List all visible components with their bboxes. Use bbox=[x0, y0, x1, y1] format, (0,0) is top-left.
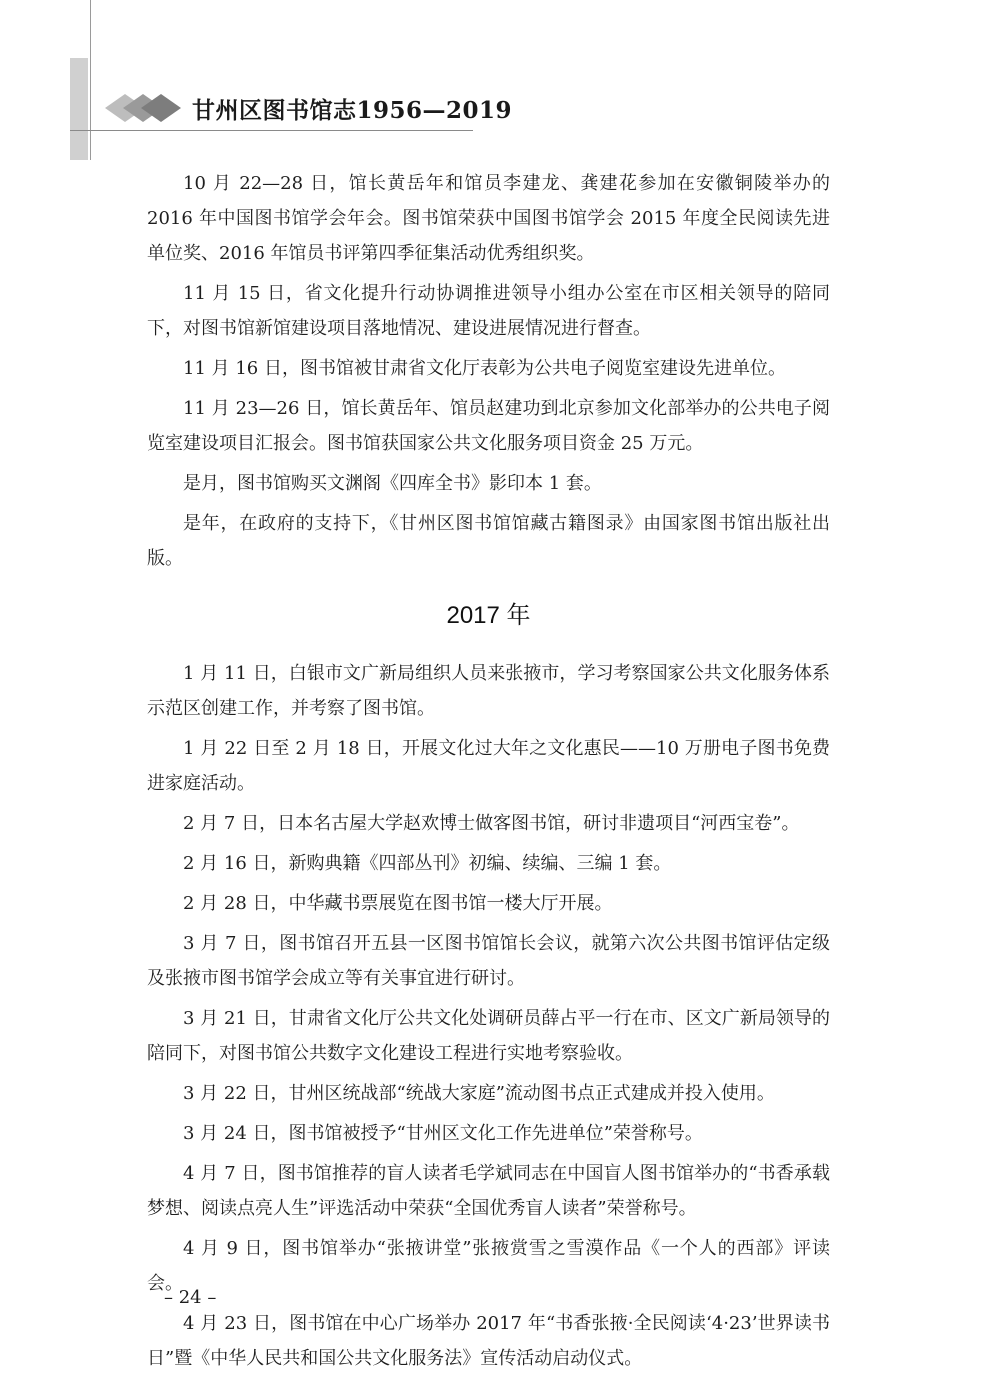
paragraph-2017-7: 3 月 21 日，甘肃省文化厅公共文化处调研员薛占平一行在市、区文广新局领导的陪同下，对图书馆公共数字文化建设工程进行实地考察验收。 bbox=[147, 1008, 830, 1064]
paragraph-2017-11: 4 月 9 日，图书馆举办“张掖讲堂”张掖赏雪之雪漠作品《一个人的西部》评读会。 bbox=[147, 1238, 830, 1294]
paragraph-2016-1: 10 月 22—28 日，馆长黄岳年和馆员李建龙、龚建花参加在安徽铜陵举办的 2016 年中国图书馆学会年会。图书馆荣获中国图书馆学会 2015 年度全民阅读先进单位奖、2016 年馆员书评第四季征集活动优秀组织奖。 bbox=[147, 173, 830, 264]
page-body bbox=[147, 166, 830, 1381]
header-vertical-rule bbox=[90, 0, 91, 160]
paragraph-2017-5: 2 月 28 日，中华藏书票展览在图书馆一楼大厅开展。 bbox=[183, 893, 613, 914]
paragraph-2016-2: 11 月 15 日，省文化提升行动协调推进领导小组办公室在市区相关领导的陪同下，对图书馆新馆建设项目落地情况、建设进展情况进行督查。 bbox=[147, 283, 830, 339]
paragraph-2017-6: 3 月 7 日，图书馆召开五县一区图书馆馆长会议，就第六次公共图书馆评估定级及张掖市图书馆学会成立等有关事宜进行研讨。 bbox=[147, 933, 830, 989]
page-number: – 24 – bbox=[164, 1287, 217, 1308]
paragraph-2017-10: 4 月 7 日，图书馆推荐的盲人读者毛学斌同志在中国盲人图书馆举办的“书香承载梦想、阅读点亮人生”评选活动中荣获“全国优秀盲人读者”荣誉称号。 bbox=[147, 1163, 830, 1219]
paragraph-2016-3: 11 月 16 日，图书馆被甘肃省文化厅表彰为公共电子阅览室建设先进单位。 bbox=[183, 358, 786, 379]
paragraph-2017-4: 2 月 16 日，新购典籍《四部丛刊》初编、续编、三编 1 套。 bbox=[183, 853, 672, 874]
paragraph-2017-12: 4 月 23 日，图书馆在中心广场举办 2017 年“书香张掖·全民阅读‘4·23’世界读书日”暨《中华人民共和国公共文化服务法》宣传活动启动仪式。 bbox=[147, 1313, 830, 1369]
paragraph-2017-3: 2 月 7 日，日本名古屋大学赵欢博士做客图书馆，研讨非遗项目“河西宝卷”。 bbox=[183, 813, 800, 834]
paragraph-2017-8: 3 月 22 日，甘州区统战部“统战大家庭”流动图书点正式建成并投入使用。 bbox=[183, 1083, 775, 1104]
header-diamond-ornament-icon bbox=[103, 88, 183, 128]
running-header-title: 甘州区图书馆志1956—2019 bbox=[192, 97, 513, 124]
paragraph-2017-9: 3 月 24 日，图书馆被授予“甘州区文化工作先进单位”荣誉称号。 bbox=[183, 1123, 703, 1144]
header-gray-bar bbox=[70, 58, 88, 160]
section-heading-2017: 2017 年 bbox=[446, 602, 531, 629]
header-underline bbox=[70, 130, 473, 131]
paragraph-2017-2: 1 月 22 日至 2 月 18 日，开展文化过大年之文化惠民——10 万册电子图书免费进家庭活动。 bbox=[147, 738, 830, 794]
paragraph-2017-1: 1 月 11 日，白银市文广新局组织人员来张掖市，学习考察国家公共文化服务体系示范区创建工作，并考察了图书馆。 bbox=[147, 663, 830, 719]
paragraph-2016-6: 是年，在政府的支持下，《甘州区图书馆馆藏古籍图录》由国家图书馆出版社出版。 bbox=[147, 513, 830, 569]
paragraph-2016-4: 11 月 23—26 日，馆长黄岳年、馆员赵建功到北京参加文化部举办的公共电子阅览室建设项目汇报会。图书馆获国家公共文化服务项目资金 25 万元。 bbox=[147, 398, 830, 454]
paragraph-2016-5: 是月，图书馆购买文渊阁《四库全书》影印本 1 套。 bbox=[183, 473, 602, 494]
